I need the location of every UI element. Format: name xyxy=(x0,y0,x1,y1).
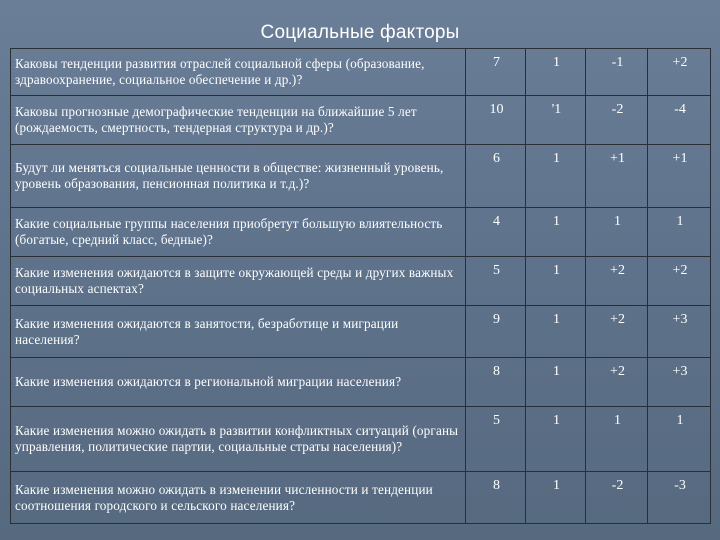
value-cell: +2 xyxy=(648,257,711,306)
value-cell: '1 xyxy=(526,96,586,145)
value-cell: 1 xyxy=(526,145,586,208)
factors-table-wrapper xyxy=(10,48,710,524)
value-cell: 1 xyxy=(648,407,711,472)
table-row xyxy=(11,472,711,524)
value-cell: +3 xyxy=(648,358,711,407)
value-cell: 7 xyxy=(466,49,526,96)
value-cell: +2 xyxy=(586,306,648,358)
question-cell: Какие социальные группы населения приобретут большую влиятельность (богатые, средний класс, бедные)? xyxy=(11,208,466,257)
value-cell: +1 xyxy=(586,145,648,208)
table-row xyxy=(11,145,711,208)
table-row xyxy=(11,257,711,306)
question-cell: Каковы тенденции развития отраслей социальной сферы (образование, здравоохранение, социальное обеспечение и др.)? xyxy=(11,49,466,96)
value-cell: 1 xyxy=(526,257,586,306)
value-cell: 1 xyxy=(526,49,586,96)
social-factors-table xyxy=(10,48,711,524)
slide-title: Социальные факторы xyxy=(260,22,460,43)
question-cell: Какие изменения ожидаются в региональной миграции населения? xyxy=(11,358,466,407)
value-cell: 1 xyxy=(586,407,648,472)
table-row xyxy=(11,407,711,472)
value-cell: +1 xyxy=(648,145,711,208)
value-cell: 1 xyxy=(648,208,711,257)
question-cell: Какие изменения ожидаются в защите окружающей среды и других важных социальных аспектах? xyxy=(11,257,466,306)
table-row xyxy=(11,49,711,96)
value-cell: 8 xyxy=(466,472,526,524)
question-cell: Какие изменения можно ожидать в развитии конфликтных ситуаций (органы управления, политические партии, социальные страты населения)? xyxy=(11,407,466,472)
question-cell: Каковы прогнозные демографические тенденции на ближайшие 5 лет (рождаемость, смертность, тендерная структура и др.)? xyxy=(11,96,466,145)
value-cell: 6 xyxy=(466,145,526,208)
value-cell: 1 xyxy=(526,472,586,524)
value-cell: -1 xyxy=(586,49,648,96)
value-cell: +2 xyxy=(648,49,711,96)
value-cell: -2 xyxy=(586,472,648,524)
value-cell: +3 xyxy=(648,306,711,358)
question-cell: Какие изменения можно ожидать в изменении численности и тенденции соотношения городского и сельского населения? xyxy=(11,472,466,524)
value-cell: +2 xyxy=(586,358,648,407)
question-cell: Будут ли меняться социальные ценности в обществе: жизненный уровень, уровень образования, пенсионная политика и т.д.)? xyxy=(11,145,466,208)
table-row xyxy=(11,306,711,358)
value-cell: 1 xyxy=(586,208,648,257)
value-cell: -2 xyxy=(586,96,648,145)
value-cell: 1 xyxy=(526,208,586,257)
question-cell: Какие изменения ожидаются в занятости, безработице и миграции населения? xyxy=(11,306,466,358)
value-cell: 10 xyxy=(466,96,526,145)
table-row xyxy=(11,358,711,407)
value-cell: 9 xyxy=(466,306,526,358)
value-cell: +2 xyxy=(586,257,648,306)
table-row xyxy=(11,208,711,257)
value-cell: 1 xyxy=(526,358,586,407)
value-cell: 1 xyxy=(526,407,586,472)
value-cell: 8 xyxy=(466,358,526,407)
table-row xyxy=(11,96,711,145)
value-cell: 5 xyxy=(466,407,526,472)
value-cell: -4 xyxy=(648,96,711,145)
value-cell: -3 xyxy=(648,472,711,524)
value-cell: 1 xyxy=(526,306,586,358)
value-cell: 4 xyxy=(466,208,526,257)
value-cell: 5 xyxy=(466,257,526,306)
